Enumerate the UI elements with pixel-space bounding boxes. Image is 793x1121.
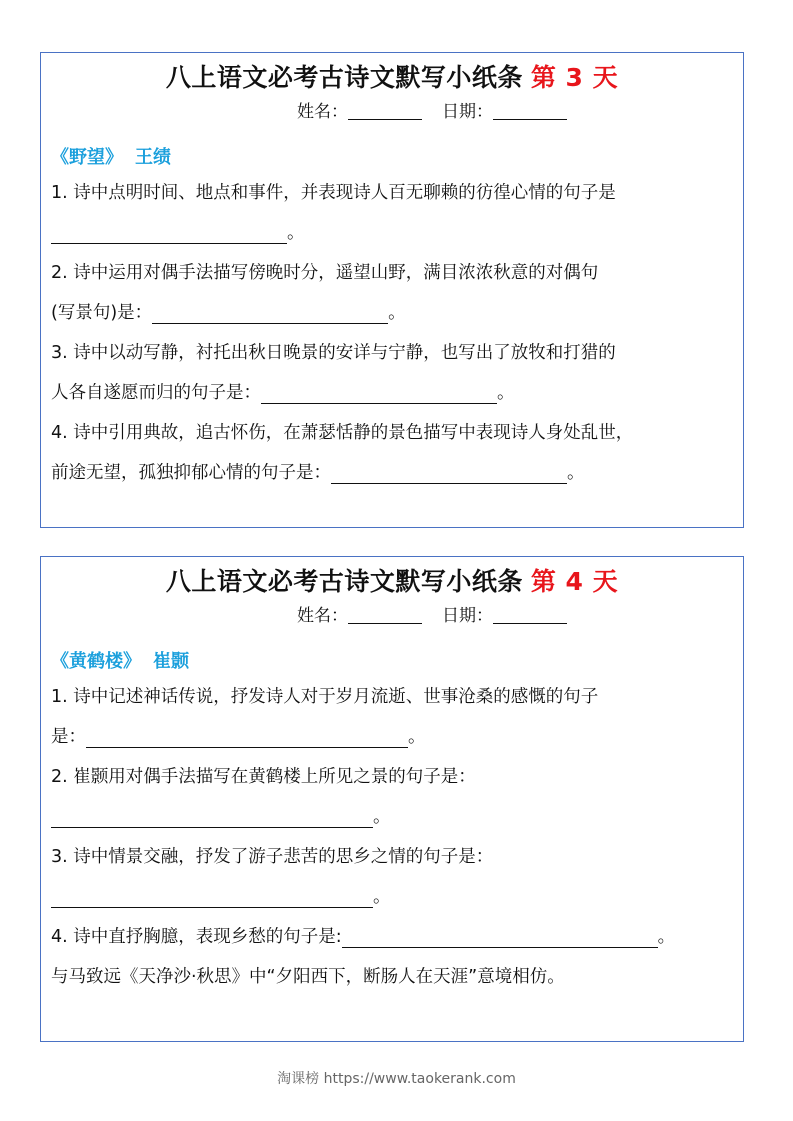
question-text: 人各自遂愿而归的句子是： [51, 383, 261, 403]
question-4-note [51, 957, 733, 997]
name-blank[interactable] [348, 105, 422, 120]
question-1 [51, 173, 733, 213]
period: 。 [373, 807, 391, 827]
question-text: 3. 诗中以动写静，衬托出秋日晚景的安详与宁静，也写出了放牧和打猎的 [51, 343, 616, 363]
note-text: 与马致远《天净沙·秋思》中“夕阳西下，断肠人在天涯”意境相仿。 [51, 967, 565, 987]
card-title [51, 563, 733, 601]
question-text: 1. 诗中记述神话传说，抒发诗人对于岁月流逝、世事沧桑的感慨的句子 [51, 687, 599, 707]
answer-blank[interactable] [152, 303, 388, 324]
question-2-answer-line [51, 293, 733, 333]
answer-blank[interactable] [51, 223, 287, 244]
name-label: 姓名： [297, 102, 348, 122]
period: 。 [657, 927, 676, 947]
poem-heading [51, 649, 733, 675]
poem-heading [51, 145, 733, 171]
question-3 [51, 333, 733, 373]
question-1-answer-line [51, 717, 733, 757]
question-text: 前途无望，孤独抑郁心情的句子是： [51, 463, 331, 483]
question-1-answer-line [51, 213, 733, 253]
question-3-answer-line [51, 877, 733, 917]
date-label: 日期： [442, 606, 493, 626]
question-2 [51, 757, 733, 797]
date-blank[interactable] [493, 609, 567, 624]
date-blank[interactable] [493, 105, 567, 120]
answer-blank[interactable] [261, 383, 497, 404]
dictation-card-day-3 [40, 52, 744, 528]
question-2 [51, 253, 733, 293]
title-text: 八上语文必考古诗文默写小纸条 [165, 63, 523, 92]
answer-blank[interactable] [51, 887, 373, 908]
card-title [51, 59, 733, 97]
poem-author: 崔颢 [153, 651, 189, 672]
answer-blank[interactable] [86, 727, 408, 748]
answer-blank[interactable] [342, 927, 658, 948]
question-text: 3. 诗中情景交融，抒发了游子悲苦的思乡之情的句子是： [51, 847, 494, 867]
question-text: 4. 诗中直抒胸臆，表现乡愁的句子是: [51, 927, 342, 947]
question-text: (写景句)是： [51, 303, 153, 323]
question-4 [51, 413, 733, 453]
period: 。 [388, 303, 406, 323]
question-text: 2. 诗中运用对偶手法描写傍晚时分，遥望山野，满目浓浓秋意的对偶句 [51, 263, 599, 283]
period: 。 [567, 463, 585, 483]
question-3 [51, 837, 733, 877]
name-blank[interactable] [348, 609, 422, 624]
name-date-bar [51, 97, 733, 127]
name-date-bar [51, 601, 733, 631]
period: 。 [408, 727, 426, 747]
question-4 [51, 917, 733, 957]
answer-blank[interactable] [51, 807, 373, 828]
question-4-answer-line [51, 453, 733, 493]
poem-title: 《野望》 [51, 147, 123, 168]
question-text: 2. 崔颢用对偶手法描写在黄鹤楼上所见之景的句子是： [51, 767, 476, 787]
question-text: 4. 诗中引用典故，追古怀伤，在萧瑟恬静的景色描写中表现诗人身处乱世， [51, 423, 634, 443]
question-text: 1. 诗中点明时间、地点和事件，并表现诗人百无聊赖的彷徨心情的句子是 [51, 183, 616, 203]
date-label: 日期： [442, 102, 493, 122]
poem-title: 《黄鹤楼》 [51, 651, 141, 672]
poem-author: 王绩 [135, 147, 171, 168]
footer-watermark: 淘课榜 https://www.taokerank.com [277, 1071, 516, 1087]
answer-blank[interactable] [331, 463, 567, 484]
question-2-answer-line [51, 797, 733, 837]
question-1 [51, 677, 733, 717]
day-label: 第 4 天 [530, 567, 619, 596]
dictation-card-day-4 [40, 556, 744, 1042]
title-text: 八上语文必考古诗文默写小纸条 [165, 567, 523, 596]
name-label: 姓名： [297, 606, 348, 626]
day-label: 第 3 天 [530, 63, 619, 92]
period: 。 [373, 887, 391, 907]
question-text: 是： [51, 727, 86, 747]
period: 。 [287, 223, 305, 243]
period: 。 [497, 383, 515, 403]
question-3-answer-line [51, 373, 733, 413]
